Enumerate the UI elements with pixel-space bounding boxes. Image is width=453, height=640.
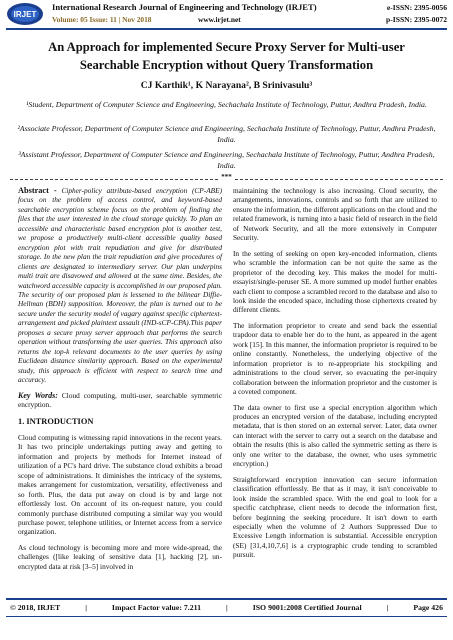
keywords-label: Key Words:	[18, 390, 58, 400]
abstract-text: Cipher-policy attribute-based encryption (CP-ABE) focus on the problem of access control, and keyword-based searchable encryption scheme focus on the problem of finding the files that the user interested in the cloud storage quickly. To plan an accessible and characteristic based encryption plot is another test, we propose a productively multi-client accessible quality based encryption plot with trait repudiation and give for distributed storage. In the new plan the trait repudiation and give procedures of clients are designated to intermediary server. Our plan underpins multi trait are disavowed and allowed at the same time. Besides, the watchword accessible capacity is accomplished in our proposed plan. The security of our proposed plan is lessened to the bilinear Diffie-Hellman (BDH) supposition. Moreover, the plan is turned out to be secure under the security model of vagary against specific ciphertext-arrangement and picked plaintext assault (IND-sCP-CPA).This paper proposes a secure proxy server approach that performs the search operation without transforming the user queries. This approach also returns the top-k relevant documents to the user queries by using Euclidean distance similarity approach. Based on the experimental study, this approach is efficient with respect to search time and accuracy.	[18, 186, 222, 385]
footer-separator: |	[225, 603, 228, 612]
right-paragraph-3: The information proprietor to create and send back the essential trapdoor data to enable her do to the hunt, as appeared in the agent work [15]. In this manner, the information proprietor is required to be online constantly. Nonetheless, the underlying objective of the information proprietor is to re-appropriate his stockpiling and administrations to the cloud server, so evacuating the per-inquiry collaboration between the information proprietor and the customer is a coveted component.	[233, 320, 437, 397]
header-rule	[6, 28, 447, 30]
section-heading-introduction: 1. INTRODUCTION	[18, 417, 94, 427]
title-line-2: Searchable Encryption without Query Transformation	[79, 58, 374, 72]
footer-page-number: Page 426	[413, 603, 443, 612]
footer-rule-top	[6, 598, 447, 600]
right-paragraph-5: Straightforward encryption innovation can secure information classification effortlessly. Be that as it may, it isn't conceivable to look inside the scrambled space. With the end goal to look for a specific catchphrase, client needs to decode the information first, before beginning the seeking procedure. It isn't down to earth especially when the volumne of 2 Authors Suppressed Due to Excessive Length information is substantial. Accessible encryption (SE) [31,4,10,7,6] is a cryptographic crude tending to scrambled pursuit.	[233, 474, 437, 560]
footer-separator: |	[386, 603, 389, 612]
abstract	[18, 186, 222, 385]
footer-impact-factor: Impact Factor value: 7.211	[111, 603, 201, 612]
keywords-text: Cloud computing, multi-user, searchable symmetric encryption.	[18, 390, 222, 409]
affiliation-1: ¹Student, Department of Computer Science and Engineering, Sechachala Institute of Technology, Puttur, Andhra Pradesh, India.	[26, 100, 427, 109]
intro-paragraph-1: Cloud computing is witnessing rapid innovations in the recent years. It has two principle undertakings putting away and getting to information and projects by methods for Internet instead of utilization of a PC's hard drive. The substance cloud exhibits a broad scope of administrations. It diminishes the intricacy of the systems, makes arrangement for customization, versatility, effectiveness and so forth. Plus, the data put away on cloud is by and large not effortlessly lost. On account of its on-request nature, you could commonly purchase distributed computing a similar way you would purchase power, telephone utilities, or Internet access from a service organization.	[18, 432, 222, 537]
footer-text-row	[10, 603, 443, 612]
journal-website[interactable]: www.irjet.net	[198, 15, 241, 24]
left-column	[18, 186, 222, 577]
footer-copyright: © 2018, IRJET	[10, 603, 61, 612]
separator-stars: ***	[221, 173, 232, 181]
page-footer	[0, 598, 453, 640]
paper-title	[20, 38, 433, 74]
intro-paragraph-2: As cloud technology is becoming more and more wide-spread, the challenges ([like leaking of sensitive data [1], hacking [2], un-encrypted data at risk [3–5] involved in	[18, 542, 222, 571]
abstract-label: Abstract -	[18, 186, 57, 195]
section-separator	[10, 175, 443, 183]
affiliation-3: ³Assistant Professor, Department of Computer Science and Engineering, Sechachala Institute of Technology, Puttur, Andhra Pradesh, India.	[18, 150, 435, 170]
volume-issue: Volume: 05 Issue: 11 | Nov 2018	[52, 15, 152, 24]
right-paragraph-4: The data owner to first use a special encryption algorithm which produces an encrypted version of the database, including encrypted metadata, that is then stored on an external server. Later, data owner can interact with the server to carry out a search on the database and obtain the results (this is also called the symmetric setting as there is only one writer to the database, the owner, who uses symmetric encryption.)	[233, 402, 437, 469]
irjet-logo	[6, 2, 44, 26]
title-line-1: An Approach for implemented Secure Proxy Server for Multi-user	[48, 40, 405, 54]
journal-title: International Research Journal of Engineering and Technology (IRJET)	[52, 2, 317, 12]
author-list: CJ Karthik¹, K Narayana², B Srinivasulu³	[140, 80, 313, 91]
affiliation-2: ²Associate Professor, Department of Computer Science and Engineering, Sechachala Institute of Technology, Puttur, Andhra Pradesh, India.	[17, 124, 436, 144]
footer-rule-bottom	[6, 616, 447, 617]
footer-iso: ISO 9001:2008 Certified Journal	[252, 603, 362, 612]
right-paragraph-2: In the setting of seeking on open key-encoded information, clients who scramble the information can be not quite the same as the proprietor of the decoding key. This makes the model for multi-essayist/single-peruser SE. A more summed up model further enables each client to compose a scrambled record to the database and also to look inside the encoded space, including those ciphertexts created by different clients.	[233, 248, 437, 315]
right-column	[233, 186, 437, 566]
keywords	[18, 391, 222, 410]
e-issn: e-ISSN: 2395-0056	[386, 3, 447, 12]
svg-text:IRJET: IRJET	[13, 10, 37, 19]
p-issn: p-ISSN: 2395-0072	[386, 15, 447, 24]
right-paragraph-1: maintaining the technology is also increasing. Cloud security, the arrangements, innovations, controls and so forth that are utilized to ensure the information, the different applications on the cloud and the related framework, is turning into a basic field of research in the field of Network Security, and all the more extensively in Computer Security.	[233, 186, 437, 243]
footer-separator: |	[85, 603, 87, 612]
journal-header	[0, 0, 453, 30]
